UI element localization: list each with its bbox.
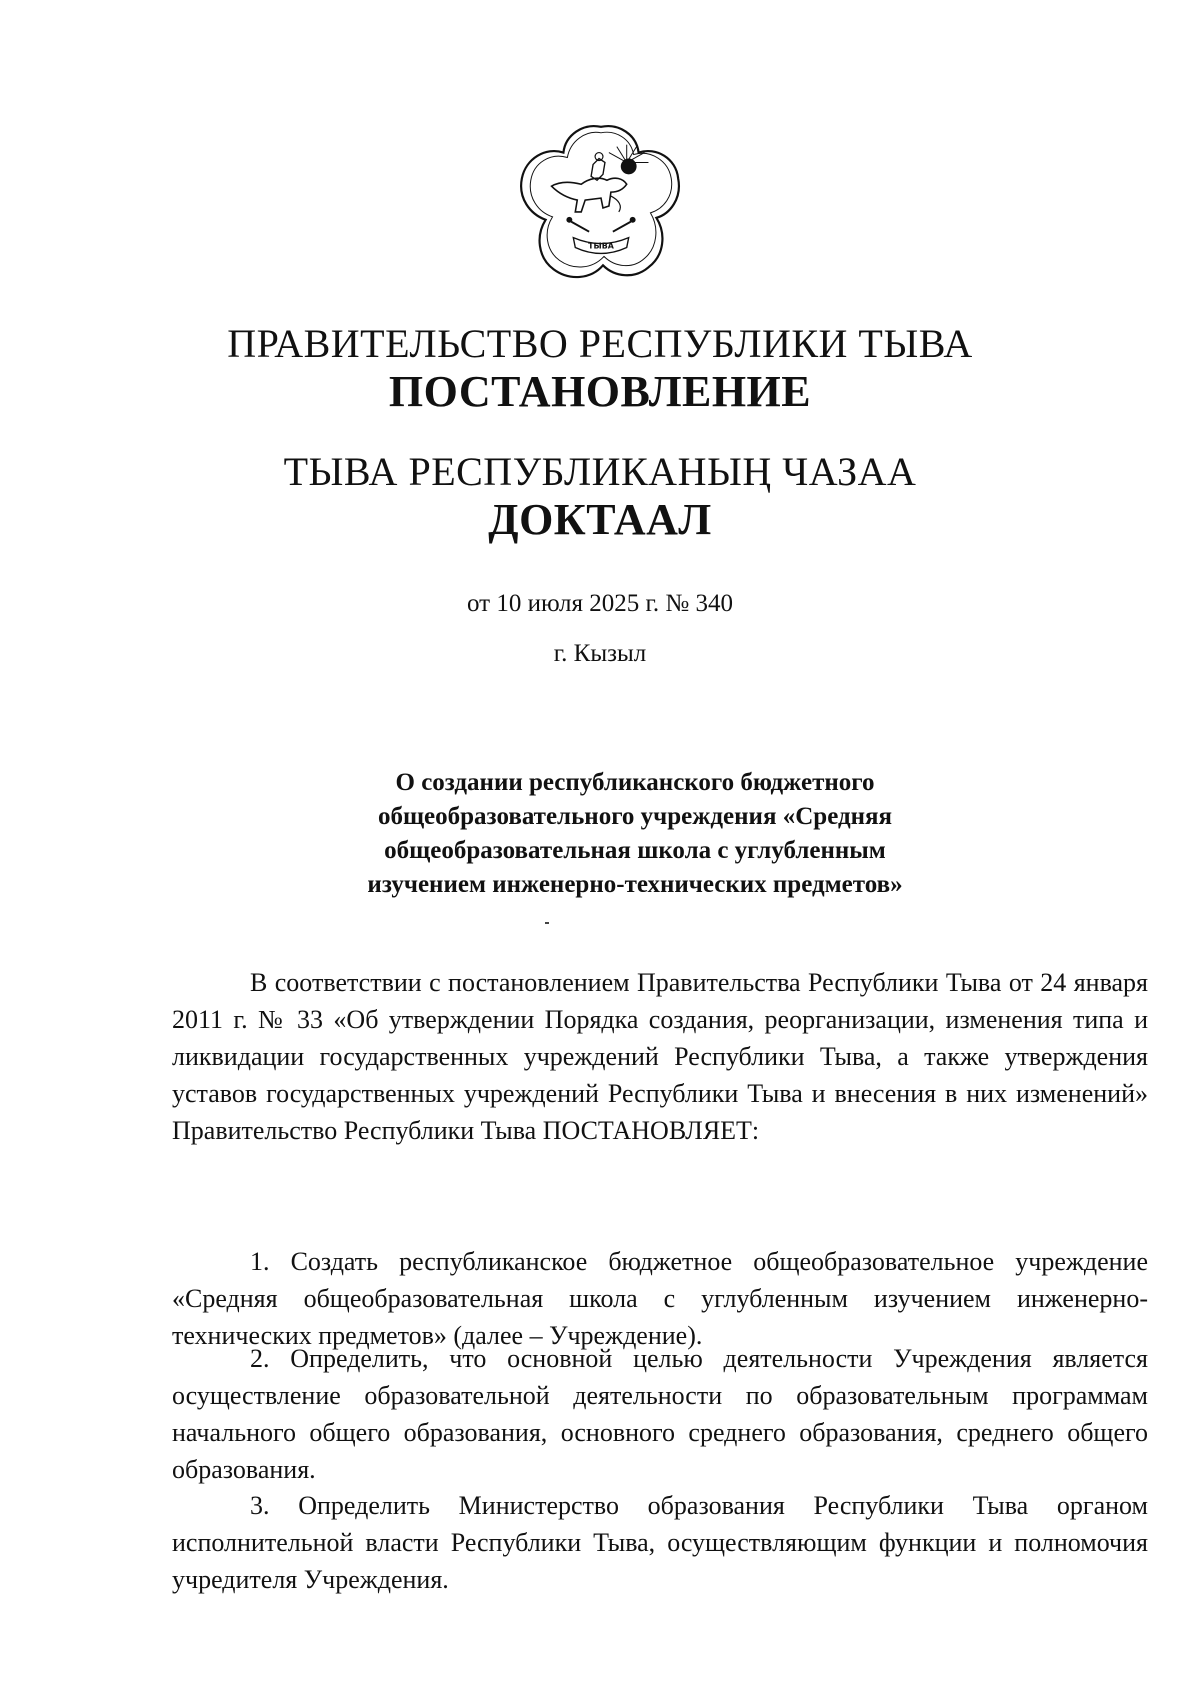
decree-type-tyv: ДОКТААЛ: [488, 495, 712, 544]
decree-item-text: 1. Создать республиканское бюджетное общеобразовательное учреждение «Средняя общеобразовательная школа с углубленным изучением инженерно-технических предметов» (далее – Учреждение).: [172, 1247, 1148, 1350]
decree-item-text: 3. Определить Министерство образования Республики Тыва органом исполнительной власти Республики Тыва, осуществляющим функции и полномочия учредителя Учреждения.: [172, 1491, 1148, 1594]
decree-title-line: общеобразовательная школа с углубленным: [384, 837, 886, 864]
scan-speck: [545, 922, 549, 924]
decree-title: [300, 766, 970, 902]
preamble-text: В соответствии с постановлением Правительства Республики Тыва от 24 января 2011 г. № 33 «Об утверждении Порядка создания, реорганизации, изменения типа и ликвидации государственных учреждений Республики Тыва, а также утверждения уставов государственных учреждений Республики Тыва и внесения в них изменений» Правительство Республики Тыва ПОСТАНОВЛЯЕТ:: [172, 968, 1148, 1145]
coat-of-arms-emblem: [512, 115, 690, 293]
decree-item-3: [172, 1487, 1148, 1598]
preamble-paragraph: [172, 964, 1148, 1149]
decree-type-ru: ПОСТАНОВЛЕНИЕ: [388, 367, 812, 416]
government-name-tyv: ТЫВА РЕСПУБЛИКАНЫҢ ЧАЗАА: [283, 449, 917, 494]
decree-city: г. Кызыл: [553, 640, 647, 667]
government-name-ru: ПРАВИТЕЛЬСТВО РЕСПУБЛИКИ ТЫВА: [227, 321, 973, 366]
decree-item-1: [172, 1243, 1148, 1354]
decree-date-number: от 10 июля 2025 г. № 340: [466, 590, 734, 617]
emblem-ribbon-text: ТЫВА: [588, 241, 614, 251]
decree-title-line: О создании республиканского бюджетного: [395, 769, 875, 796]
decree-title-line: общеобразовательного учреждения «Средняя: [377, 803, 893, 830]
decree-item-2: [172, 1340, 1148, 1488]
decree-title-line: изучением инженерно-технических предметов»: [367, 871, 903, 898]
decree-item-text: 2. Определить, что основной целью деятельности Учреждения является осуществление образовательной деятельности по образовательным программам начального общего образования, основного среднего образования, среднего общего образования.: [172, 1344, 1148, 1484]
